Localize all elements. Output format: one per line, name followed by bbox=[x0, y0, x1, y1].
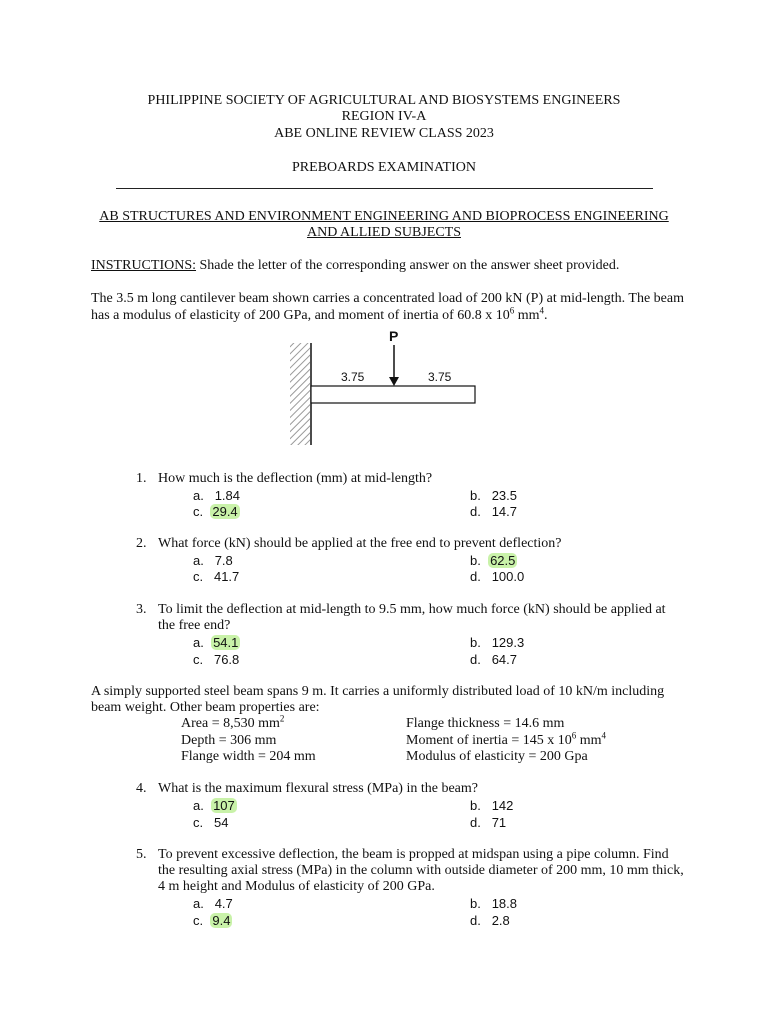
question-1-text: How much is the deflection (mm) at mid-length? bbox=[158, 471, 433, 486]
question-5-number: 5. bbox=[136, 847, 147, 862]
option-2b[interactable]: b. 62.5 bbox=[470, 553, 516, 568]
question-1-number: 1. bbox=[136, 471, 147, 486]
option-1a[interactable]: a. 1.84 bbox=[193, 488, 240, 503]
option-1d[interactable]: d. 14.7 bbox=[470, 504, 517, 519]
question-5-text-2: the resulting axial stress (MPa) in the column with outside diameter of 200 mm, 10 mm thick, bbox=[158, 863, 684, 878]
exam-title: PREBOARDS EXAMINATION bbox=[292, 160, 476, 175]
selected-answer-highlight: 29.4 bbox=[212, 504, 238, 519]
option-5c[interactable]: c. 9.4 bbox=[193, 913, 231, 928]
instructions-text: Shade the letter of the corresponding answer on the answer sheet provided. bbox=[196, 258, 620, 273]
subject-line-1: AB STRUCTURES AND ENVIRONMENT ENGINEERING AND BIOPROCESS ENGINEERING bbox=[99, 209, 669, 224]
option-3d[interactable]: d. 64.7 bbox=[470, 652, 517, 667]
option-2a[interactable]: a. 7.8 bbox=[193, 553, 233, 568]
option-3b[interactable]: b. 129.3 bbox=[470, 635, 525, 650]
beam-flange-thickness: Flange thickness = 14.6 mm bbox=[406, 716, 565, 731]
question-3-text-1: To limit the deflection at mid-length to 9.5 mm, how much force (kN) should be applied at bbox=[158, 602, 666, 617]
option-4a[interactable]: a. 107 bbox=[193, 798, 235, 813]
question-3-number: 3. bbox=[136, 602, 147, 617]
right-span-label: 3.75 bbox=[428, 370, 452, 384]
beam-area: Area = 8,530 $mm^2$ bbox=[181, 713, 285, 731]
fixed-support-hatch bbox=[290, 343, 310, 445]
option-4d[interactable]: d. 71 bbox=[470, 815, 507, 830]
cantilever-beam-diagram bbox=[0, 325, 768, 455]
option-2d[interactable]: d. 100.0 bbox=[470, 569, 525, 584]
selected-answer-highlight: 107 bbox=[213, 798, 235, 813]
question-4-number: 4. bbox=[136, 781, 147, 796]
load-arrow-head bbox=[389, 377, 399, 386]
org-title: PHILIPPINE SOCIETY OF AGRICULTURAL AND BIOSYSTEMS ENGINEERS bbox=[147, 93, 621, 108]
problem1-line2: has a modulus of elasticity of 200 GPa, and moment of inertia of 60.8 x $10^6$ $mm^4$. bbox=[91, 305, 548, 323]
question-3-text-2: the free end? bbox=[158, 618, 231, 633]
beam-depth: Depth = 306 mm bbox=[181, 733, 277, 748]
problem2-line2: beam weight. Other beam properties are: bbox=[91, 700, 320, 715]
problem2-line1: A simply supported steel beam spans 9 m. It carries a uniformly distributed load of 10 kN/m including bbox=[91, 684, 665, 699]
option-5a[interactable]: a. 4.7 bbox=[193, 896, 233, 911]
subject-line-2: AND ALLIED SUBJECTS bbox=[306, 225, 461, 240]
header-divider bbox=[116, 188, 653, 189]
beam-moment-of-inertia: Moment of inertia = 145 x $10^6$ $mm^4$ bbox=[406, 730, 607, 748]
question-5-text-3: 4 m height and Modulus of elasticity of 200 GPa. bbox=[158, 879, 435, 894]
beam-flange-width: Flange width = 204 mm bbox=[181, 749, 316, 764]
selected-answer-highlight: 54.1 bbox=[213, 635, 239, 650]
problem1-line1: The 3.5 m long cantilever beam shown carries a concentrated load of 200 kN (P) at mid-length. The beam bbox=[91, 291, 684, 306]
question-2-text: What force (kN) should be applied at the free end to prevent deflection? bbox=[158, 536, 562, 551]
question-5-text-1: To prevent excessive deflection, the beam is propped at midspan using a pipe column. Find bbox=[158, 847, 669, 862]
option-4c[interactable]: c. 54 bbox=[193, 815, 229, 830]
load-label: P bbox=[389, 328, 399, 344]
region-title: REGION IV-A bbox=[341, 109, 427, 124]
instructions-label: INSTRUCTIONS: bbox=[91, 258, 197, 273]
option-2c[interactable]: c. 41.7 bbox=[193, 569, 240, 584]
option-1c[interactable]: c. 29.4 bbox=[193, 504, 238, 519]
question-4-text: What is the maximum flexural stress (MPa) in the beam? bbox=[158, 781, 478, 796]
option-4b[interactable]: b. 142 bbox=[470, 798, 514, 813]
left-span-label: 3.75 bbox=[341, 370, 365, 384]
beam bbox=[311, 386, 475, 403]
option-3c[interactable]: c. 76.8 bbox=[193, 652, 240, 667]
class-title: ABE ONLINE REVIEW CLASS 2023 bbox=[274, 126, 494, 141]
option-5d[interactable]: d. 2.8 bbox=[470, 913, 510, 928]
option-1b[interactable]: b. 23.5 bbox=[470, 488, 517, 503]
selected-answer-highlight: 62.5 bbox=[490, 553, 516, 568]
beam-modulus: Modulus of elasticity = 200 Gpa bbox=[406, 749, 588, 764]
instructions bbox=[91, 257, 619, 274]
selected-answer-highlight: 9.4 bbox=[212, 913, 231, 928]
option-5b[interactable]: b. 18.8 bbox=[470, 896, 517, 911]
question-2-number: 2. bbox=[136, 536, 147, 551]
option-3a[interactable]: a. 54.1 bbox=[193, 635, 239, 650]
